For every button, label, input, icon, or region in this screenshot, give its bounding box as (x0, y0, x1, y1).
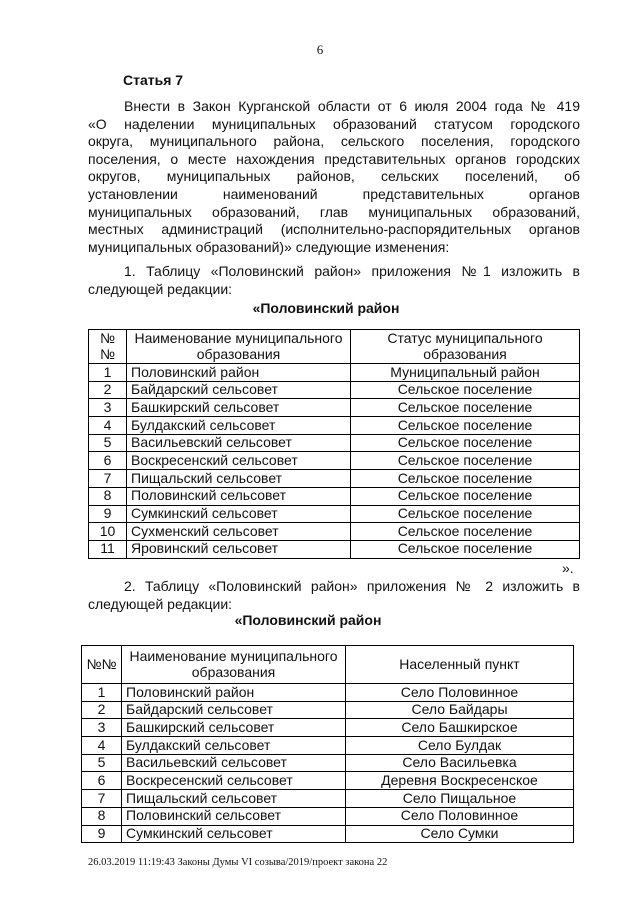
table2-row-number: 4 (82, 737, 122, 755)
table1-row-number: 2 (89, 381, 127, 399)
table2-municipality-name: Васильевский сельсовет (122, 754, 346, 772)
table1-municipality-name: Васильевский сельсовет (127, 434, 351, 452)
table1-row (89, 540, 580, 558)
table1-municipality-name: Половинский сельсовет (127, 487, 351, 505)
table2-settlement: Село Половинное (346, 684, 574, 702)
table1-status: Сельское поселение (351, 523, 580, 541)
table1-row (89, 364, 580, 382)
table1-municipality-name: Половинский район (127, 364, 351, 382)
intro-line: муниципальных образований, глав муниципальных образований, (88, 203, 580, 220)
table1-municipality-name: Воскресенский сельсовет (127, 452, 351, 470)
table1-status: Сельское поселение (351, 381, 580, 399)
table1-municipality-name: Сумкинский сельсовет (127, 505, 351, 523)
table2-row (82, 807, 574, 825)
table2-row (82, 737, 574, 755)
table2-row (82, 825, 574, 843)
table1 (88, 329, 580, 559)
footer-stamp: 26.03.2019 11:19:43 Законы Думы VI созыва/2019/проект закона 22 (88, 857, 388, 868)
table1-status: Сельское поселение (351, 505, 580, 523)
table2-row (82, 701, 574, 719)
table2-row (82, 719, 574, 737)
table1-header-row (89, 330, 580, 364)
item2-line: следующей редакции: (88, 595, 233, 612)
table1-municipality-name: Яровинский сельсовет (127, 540, 351, 558)
table1-row-number: 5 (89, 434, 127, 452)
intro-line: поселения, о месте нахождения представительных органов городских (88, 150, 580, 167)
table2-header-settlement: Населенный пункт (346, 646, 574, 684)
table2-settlement: Село Сумки (346, 825, 574, 843)
table2-title: «Половинский район (234, 612, 382, 628)
table2-municipality-name: Сумкинский сельсовет (122, 825, 346, 843)
table2-row-number: 5 (82, 754, 122, 772)
table1-title: «Половинский район (252, 300, 400, 316)
table2-settlement: Село Байдары (346, 701, 574, 719)
table2-municipality-name: Воскресенский сельсовет (122, 772, 346, 790)
table2-municipality-name: Башкирский сельсовет (122, 719, 346, 737)
table1-status: Сельское поселение (351, 399, 580, 417)
table2-settlement: Село Пищальное (346, 790, 574, 808)
table1-municipality-name: Башкирский сельсовет (127, 399, 351, 417)
table2-header-num: №№ (82, 646, 122, 684)
table2-row-number: 7 (82, 790, 122, 808)
table1-status: Сельское поселение (351, 434, 580, 452)
table2-row-number: 3 (82, 719, 122, 737)
item1-paragraph (88, 263, 580, 298)
table1-row-number: 4 (89, 417, 127, 435)
table2-settlement: Село Васильевка (346, 754, 574, 772)
intro-line: муниципальных образований)» следующие изменения: (88, 238, 450, 255)
table2-header-name: Наименование муниципального образования (122, 646, 346, 684)
table2-row (82, 684, 574, 702)
intro-line: округа, муниципального района, сельского поселения, городского (88, 133, 580, 150)
table1-row (89, 523, 580, 541)
table2-municipality-name: Пищальский сельсовет (122, 790, 346, 808)
table1-row-number: 3 (89, 399, 127, 417)
table2-row (82, 754, 574, 772)
intro-line: округов, муниципальных районов, сельских поселений, об (88, 168, 580, 185)
table1-row-number: 6 (89, 452, 127, 470)
item1-line: 1. Таблицу «Половинский район» приложения №1 изложить в (124, 263, 580, 279)
table1-status: Сельское поселение (351, 470, 580, 488)
table2 (81, 645, 574, 843)
table1-row (89, 505, 580, 523)
intro-line: установлении наименований представительных органов (88, 185, 580, 202)
table1-row (89, 452, 580, 470)
table1-row-number: 8 (89, 487, 127, 505)
table1-municipality-name: Булдакский сельсовет (127, 417, 351, 435)
table1-row (89, 417, 580, 435)
intro-line: «О наделении муниципальных образований статусом городского (88, 115, 580, 132)
table2-row (82, 772, 574, 790)
table1-status: Сельское поселение (351, 452, 580, 470)
table1-row-number: 11 (89, 540, 127, 558)
item2-line: 2. Таблицу «Половинский район» приложения № 2 изложить в (124, 578, 580, 594)
table2-municipality-name: Байдарский сельсовет (122, 701, 346, 719)
table1-status: Сельское поселение (351, 540, 580, 558)
table2-body (82, 684, 574, 843)
table2-municipality-name: Половинский сельсовет (122, 807, 346, 825)
table1-municipality-name: Байдарский сельсовет (127, 381, 351, 399)
table1-closing-quote: ». (562, 560, 574, 576)
table2-settlement: Деревня Воскресенское (346, 772, 574, 790)
table2-row-number: 1 (82, 684, 122, 702)
table1-row-number: 10 (89, 523, 127, 541)
table1-row (89, 434, 580, 452)
table1-row (89, 487, 580, 505)
table1-header-status: Статус муниципального образования (351, 330, 580, 364)
intro-paragraph (88, 98, 580, 256)
table2-municipality-name: Булдакский сельсовет (122, 737, 346, 755)
table1-header-num: №№ (89, 330, 127, 364)
page-number: 6 (316, 42, 324, 57)
article-title: Статья 7 (123, 72, 184, 88)
table1-status: Сельское поселение (351, 487, 580, 505)
table1-row (89, 470, 580, 488)
table1-row (89, 381, 580, 399)
table1-municipality-name: Сухменский сельсовет (127, 523, 351, 541)
table2-row-number: 9 (82, 825, 122, 843)
table2-row-number: 2 (82, 701, 122, 719)
table2-header-row (82, 646, 574, 684)
intro-line: местных администраций (исполнительно-распорядительных органов (88, 221, 580, 238)
table1-row (89, 399, 580, 417)
table2-municipality-name: Половинский район (122, 684, 346, 702)
table2-row-number: 6 (82, 772, 122, 790)
table1-body (89, 364, 580, 559)
table2-settlement: Село Башкирское (346, 719, 574, 737)
intro-line: Внести в Закон Курганской области от 6 июля 2004 года № 419 (124, 98, 580, 114)
table1-status: Сельское поселение (351, 417, 580, 435)
table1-row-number: 7 (89, 470, 127, 488)
table2-settlement: Село Половинное (346, 807, 574, 825)
table2-row-number: 8 (82, 807, 122, 825)
table2-settlement: Село Булдак (346, 737, 574, 755)
table1-header-name: Наименование муниципального образования (127, 330, 351, 364)
table1-row-number: 9 (89, 505, 127, 523)
table1-municipality-name: Пищальский сельсовет (127, 470, 351, 488)
table2-row (82, 790, 574, 808)
table1-row-number: 1 (89, 364, 127, 382)
item1-line: следующей редакции: (88, 280, 233, 297)
table1-status: Муниципальный район (351, 364, 580, 382)
item2-paragraph (88, 578, 580, 613)
